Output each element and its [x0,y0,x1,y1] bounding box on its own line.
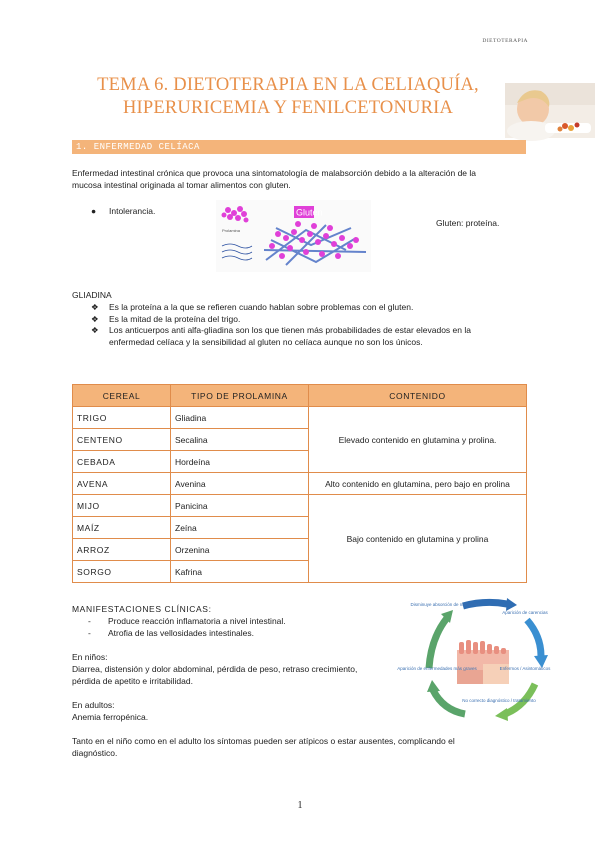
prolamina-cell: Secalina [171,429,309,451]
cycle-label-4: No correcto diagnóstico / tratamiento [462,698,536,703]
child-eating-photo [505,83,595,138]
ninos-heading: En niños: [72,652,108,662]
table-row [73,407,527,429]
cycle-label-1: Disminuye absorción de nutrientes [410,602,480,607]
cycle-arrow-left [429,618,447,668]
list-item-continuation: enfermedad celíaca y la sensibilidad al gluten no celíaca aunque no son los únicos. [109,336,423,347]
table-header-row [73,385,527,407]
manifestaciones-list [88,616,408,639]
cereal-cell: TRIGO [73,407,171,429]
section-heading: 1. ENFERMEDAD CELÍACA [76,142,200,152]
list-item: ❖ Es la proteína a la que se refieren cuando hablan sobre problemas con el gluten. [91,302,414,312]
diamond-bullet-icon: ❖ [91,325,99,335]
intro-line-1: Enfermedad intestinal crónica que provoca una sintomatología de malabsorción debido a la alteración de la [72,168,477,178]
list-item: - Atrofia de las vellosidades intestinales. [88,627,254,638]
cereal-cell: MAÍZ [73,517,171,539]
title-line-1: TEMA 6. DIETOTERAPIA EN LA CELIAQUÍA, [97,75,479,95]
ninos-line-1: Diarrea, distensión y dolor abdominal, pérdida de peso, retraso crecimiento, [72,664,358,674]
header-cereal: CEREAL [73,385,171,407]
gluten-molecule-figure [216,200,371,272]
cereal-cell: AVENA [73,473,171,495]
intro-paragraph [72,168,528,191]
cereal-cell: MIJO [73,495,171,517]
title-line-2: HIPERURICEMIA Y FENILCETONURIA [122,98,454,118]
cycle-label-2: Aparición de carencias [502,610,548,615]
manifestaciones-heading: MANIFESTACIONES CLÍNICAS: [72,604,212,614]
ninos-line-2: pérdida de apetito e irritabilidad. [72,675,193,686]
cycle-arrow-right [527,620,541,656]
page-number: 1 [297,800,303,811]
intro-line-2: mucosa intestinal originada al tomar alimentos con gluten. [72,179,291,190]
dash-bullet-icon: - [88,616,91,626]
prolamin-table [72,384,527,583]
list-item: ❖ Es la mitad de la proteína del trigo. [91,313,241,324]
diamond-bullet-icon: ❖ [91,313,99,324]
cycle-label-5: Aparición de enfermedades más graves [397,666,477,671]
diamond-bullet-icon: ❖ [91,302,99,312]
prolamina-cell: Hordeína [171,451,309,473]
content-cell: Alto contenido en glutamina, pero bajo en prolina [309,473,527,495]
prolamina-label: Prolamina [222,228,241,233]
intestinal-villi-image [457,640,509,684]
adultos-text: Anemia ferropénica. [72,712,149,722]
prolamina-cell: Kafrina [171,561,309,583]
list-item: - Produce reacción inflamatoria a nivel intestinal. [88,616,286,626]
intolerance-bullet-marker: ● [91,206,97,216]
table-row [73,473,527,495]
dash-bullet-icon: - [88,627,91,638]
cycle-arrow-bottom-left [433,690,465,714]
cereal-cell: ARROZ [73,539,171,561]
page-title [72,74,504,120]
intolerance-bullet: Intolerancia. [109,206,156,216]
prolamina-cell: Orzenina [171,539,309,561]
celiac-cycle-diagram [397,598,551,723]
cycle-label-3: Enfermos / Asintomáticos [499,666,551,671]
gluten-figure-title: Gluten [296,207,323,218]
closing-line-1: Tanto en el niño como en el adulto los síntomas pueden ser atípicos o estar ausentes, complicando el [72,736,455,746]
gliadina-heading: GLIADINA [72,290,112,300]
adultos-heading: En adultos: [72,700,115,710]
section-heading-bar [72,140,526,154]
content-cell: Bajo contenido en glutamina y prolina [309,495,527,583]
prolamina-cell: Panicina [171,495,309,517]
prolamina-cell: Avenina [171,473,309,495]
closing-paragraph [72,736,528,759]
cereal-cell: CENTENO [73,429,171,451]
gliadina-list [91,302,531,348]
content-cell: Elevado contenido en glutamina y prolina. [309,407,527,473]
cycle-arrowhead-bottom-right [495,708,508,721]
list-item: ❖ Los anticuerpos anti alfa-gliadina son los que tienen más probabilidades de estar elevados en la [91,325,471,335]
table-row [73,495,527,517]
running-header: DIETOTERAPIA [482,38,528,44]
ninos-paragraph [72,664,412,687]
prolamina-cell: Zeína [171,517,309,539]
cereal-cell: CEBADA [73,451,171,473]
cycle-arrowhead-bottom-left [427,680,440,692]
cereal-cell: SORGO [73,561,171,583]
gluten-caption: Gluten: proteína. [436,218,500,228]
header-contenido: CONTENIDO [309,385,527,407]
header-prolamina: TIPO DE PROLAMINA [171,385,309,407]
prolamina-cell: Gliadina [171,407,309,429]
closing-line-2: diagnóstico. [72,747,118,758]
